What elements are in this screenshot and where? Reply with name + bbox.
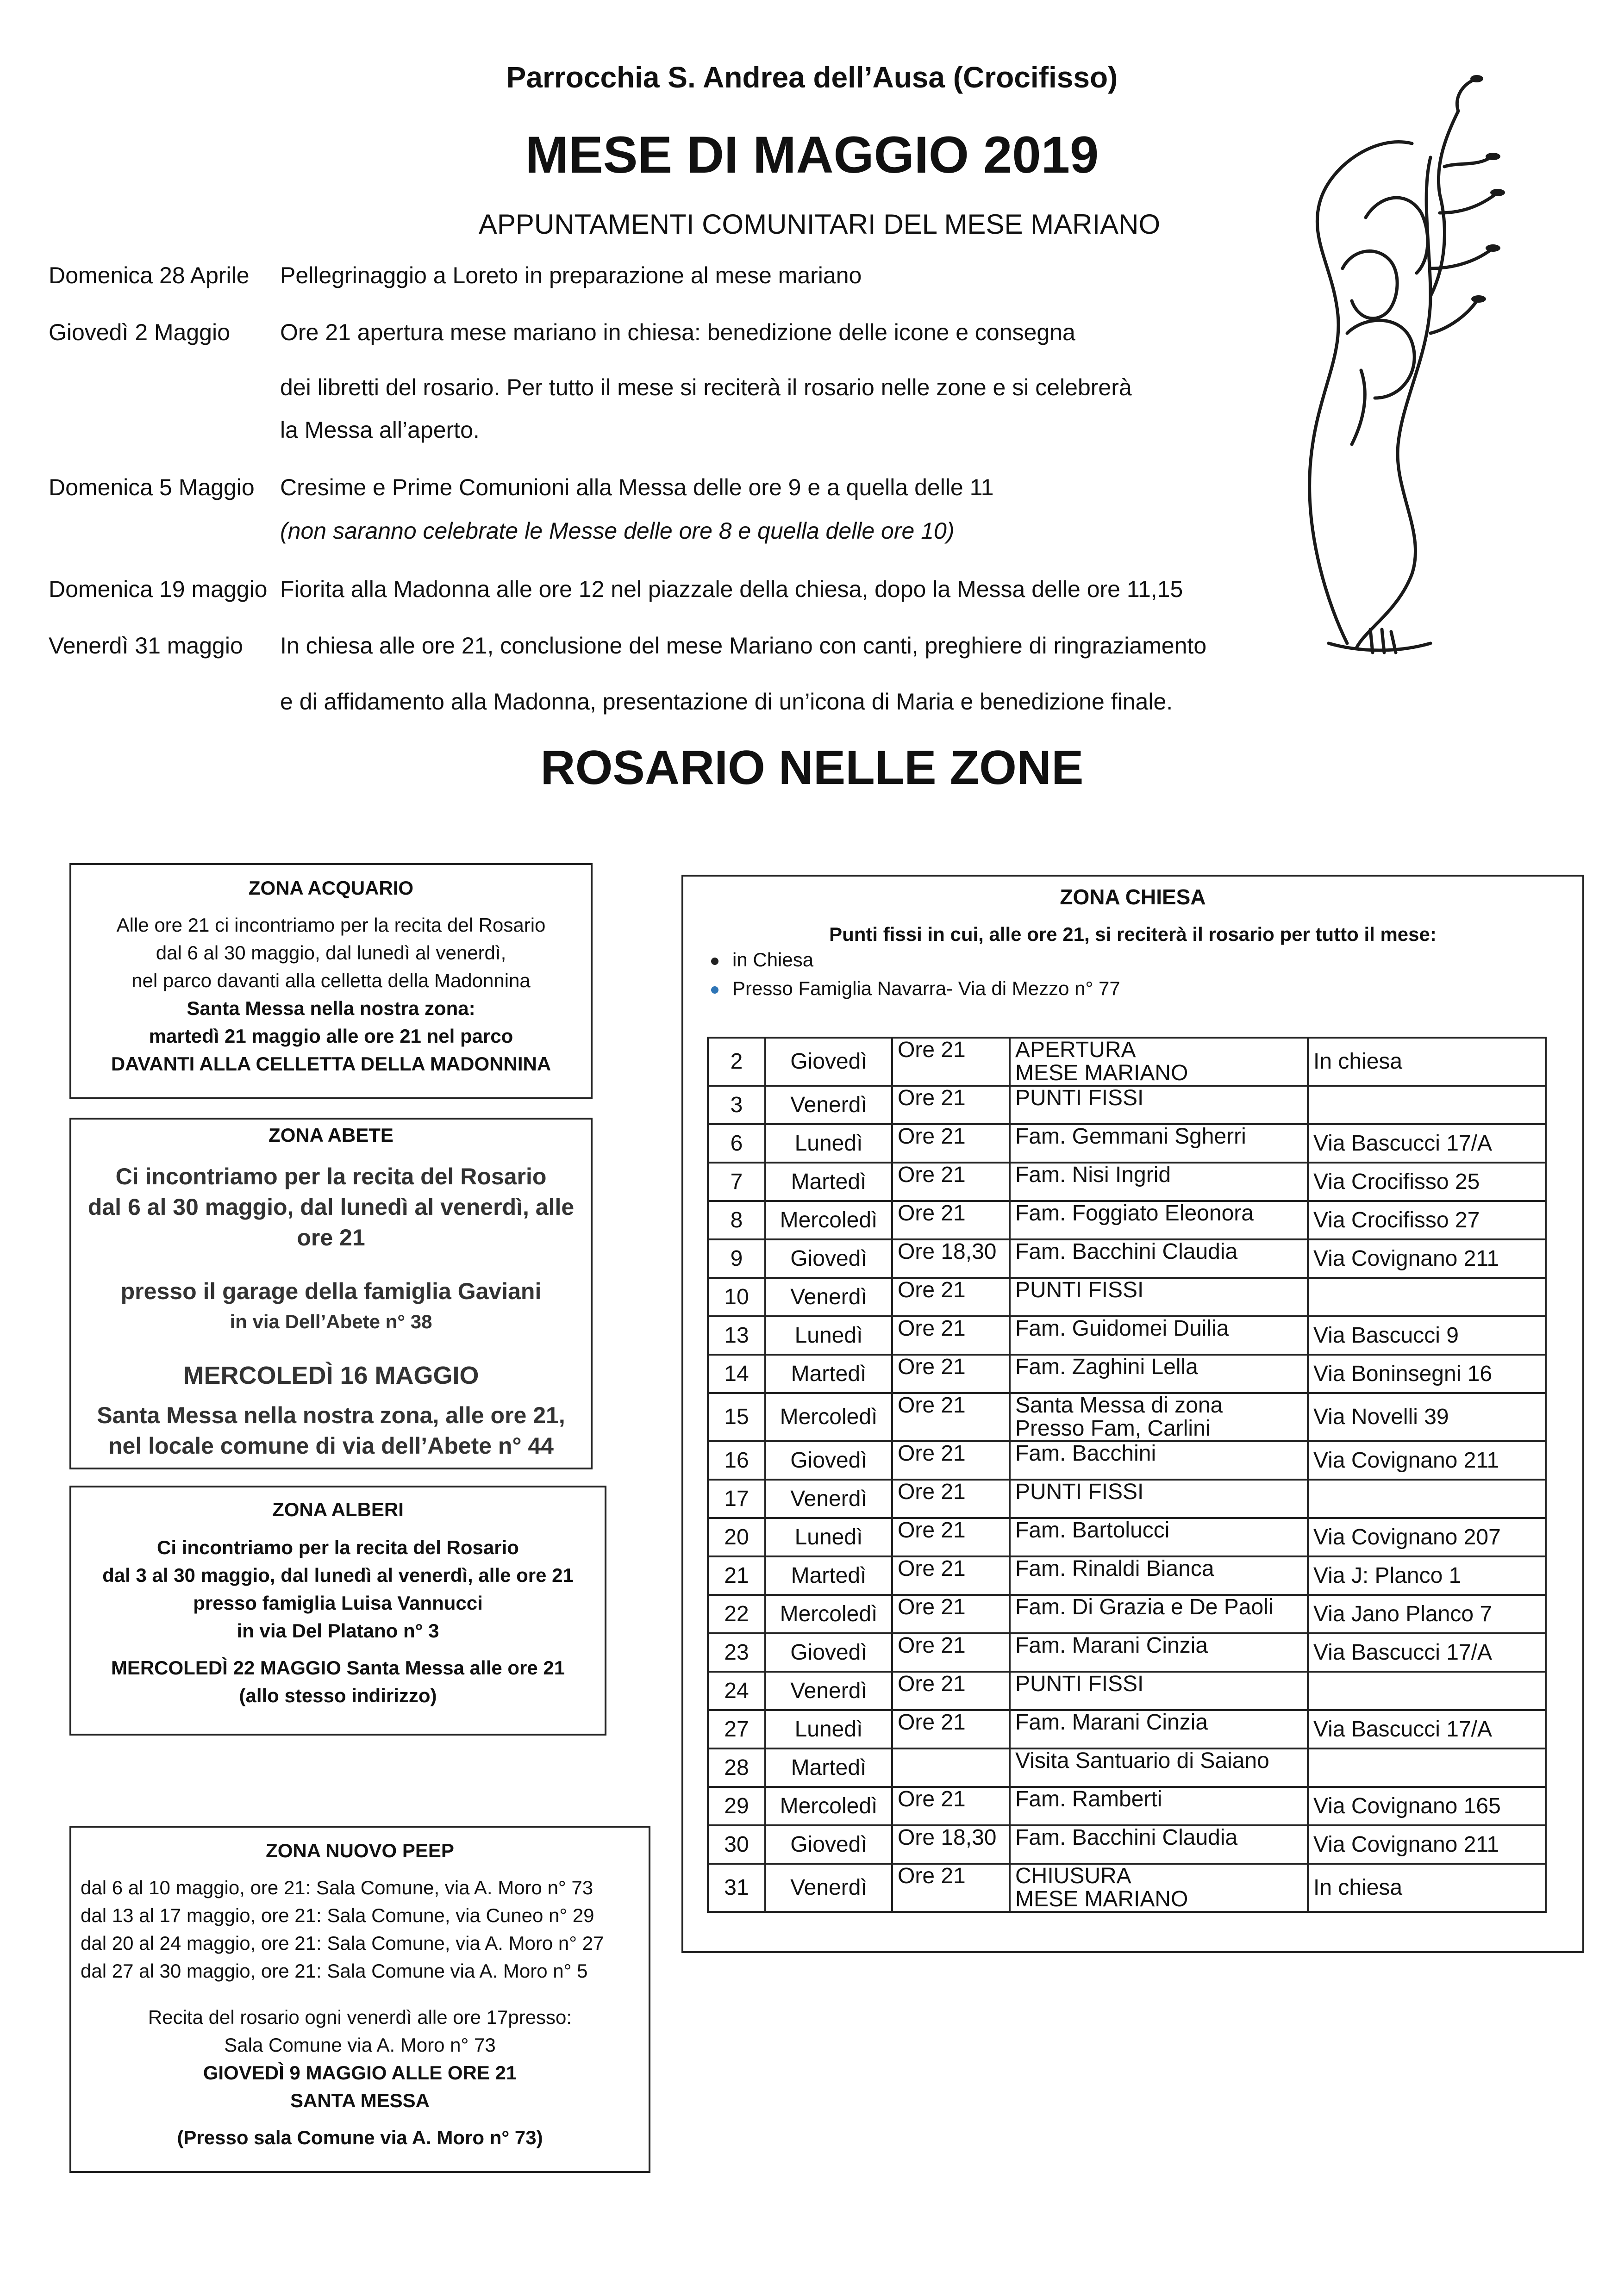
zone-acquario-box bbox=[69, 863, 593, 1099]
zone-text: dal 13 al 17 maggio, ore 21: Sala Comune, via Cuneo n° 29 bbox=[81, 1904, 594, 1926]
time-cell: Ore 21 bbox=[892, 1787, 1010, 1825]
host-cell: Fam. Gemmani Sgherri bbox=[1010, 1124, 1308, 1163]
time-cell: Ore 21 bbox=[892, 1480, 1010, 1518]
bullet-item bbox=[711, 975, 1120, 1002]
weekday-cell: Mercoledì bbox=[765, 1595, 892, 1633]
time-cell: Ore 21 bbox=[892, 1864, 1010, 1912]
parish-name: Parrocchia S. Andrea dell’Ausa (Crocifisso) bbox=[506, 61, 1118, 94]
page-subtitle: APPUNTAMENTI COMUNITARI DEL MESE MARIANO bbox=[478, 209, 1161, 240]
day-number-cell: 8 bbox=[708, 1201, 765, 1239]
schedule-table bbox=[707, 1037, 1547, 1913]
time-cell: Ore 21 bbox=[892, 1672, 1010, 1710]
time-cell: Ore 21 bbox=[892, 1518, 1010, 1556]
day-number-cell: 17 bbox=[708, 1480, 765, 1518]
weekday-cell: Martedì bbox=[765, 1355, 892, 1393]
host-cell: Fam. Di Grazia e De Paoli bbox=[1010, 1595, 1308, 1633]
zone-text: (allo stesso indirizzo) bbox=[239, 1685, 437, 1706]
table-row bbox=[708, 1633, 1546, 1672]
host-cell: PUNTI FISSI bbox=[1010, 1086, 1308, 1124]
host-cell: Fam. Guidomei Duilia bbox=[1010, 1316, 1308, 1355]
host-cell: Fam. Bacchini bbox=[1010, 1441, 1308, 1480]
weekday-cell: Martedì bbox=[765, 1556, 892, 1595]
zone-text: dal 6 al 30 maggio, dal lunedì al venerdì, bbox=[156, 942, 506, 964]
zone-peep-box bbox=[69, 1826, 650, 2173]
zone-text: Recita del rosario ogni venerdì alle ore 17presso: bbox=[148, 2006, 572, 2028]
zone-text: Ci incontriamo per la recita del Rosario bbox=[157, 1537, 519, 1558]
time-cell: Ore 21 bbox=[892, 1201, 1010, 1239]
table-row bbox=[708, 1710, 1546, 1748]
bullet-item bbox=[711, 946, 813, 974]
event-date: Giovedì 2 Maggio bbox=[49, 319, 230, 345]
zone-text: (Presso sala Comune via A. Moro n° 73) bbox=[177, 2127, 543, 2148]
address-cell bbox=[1308, 1278, 1546, 1316]
event-description: Cresime e Prime Comunioni alla Messa delle ore 9 e a quella delle 11 bbox=[280, 474, 994, 500]
table-row bbox=[708, 1239, 1546, 1278]
host-cell: Visita Santuario di Saiano bbox=[1010, 1748, 1308, 1787]
zone-text: SANTA MESSA bbox=[290, 2090, 430, 2111]
zone-text: in via Del Platano n° 3 bbox=[237, 1620, 439, 1642]
day-number-cell: 14 bbox=[708, 1355, 765, 1393]
zone-text: DAVANTI ALLA CELLETTA DELLA MADONNINA bbox=[111, 1053, 551, 1075]
zone-title: ZONA ALBERI bbox=[272, 1499, 404, 1520]
table-row bbox=[708, 1163, 1546, 1201]
zone-intro: Punti fissi in cui, alle ore 21, si reciterà il rosario per tutto il mese: bbox=[829, 923, 1437, 945]
address-cell bbox=[1308, 1480, 1546, 1518]
host-cell: Fam. Marani Cinzia bbox=[1010, 1633, 1308, 1672]
table-row bbox=[708, 1672, 1546, 1710]
table-row bbox=[708, 1556, 1546, 1595]
address-cell: Via Covignano 211 bbox=[1308, 1441, 1546, 1480]
time-cell: Ore 21 bbox=[892, 1710, 1010, 1748]
weekday-cell: Mercoledì bbox=[765, 1393, 892, 1441]
day-number-cell: 9 bbox=[708, 1239, 765, 1278]
event-description: Pellegrinaggio a Loreto in preparazione al mese mariano bbox=[280, 262, 862, 288]
address-cell: Via Bascucci 17/A bbox=[1308, 1633, 1546, 1672]
day-number-cell: 20 bbox=[708, 1518, 765, 1556]
table-row bbox=[708, 1480, 1546, 1518]
table-row bbox=[708, 1086, 1546, 1124]
time-cell: Ore 21 bbox=[892, 1595, 1010, 1633]
weekday-cell: Lunedì bbox=[765, 1316, 892, 1355]
time-cell: Ore 21 bbox=[892, 1316, 1010, 1355]
weekday-cell: Giovedì bbox=[765, 1825, 892, 1864]
zone-text: MERCOLEDÌ 22 MAGGIO Santa Messa alle ore 21 bbox=[111, 1657, 565, 1679]
host-cell: Santa Messa di zona Presso Fam, Carlini bbox=[1010, 1393, 1308, 1441]
weekday-cell: Martedì bbox=[765, 1748, 892, 1787]
weekday-cell: Giovedì bbox=[765, 1239, 892, 1278]
zone-text: dal 3 al 30 maggio, dal lunedì al venerdì, alle ore 21 bbox=[102, 1564, 574, 1586]
table-row bbox=[708, 1518, 1546, 1556]
table-row bbox=[708, 1441, 1546, 1480]
table-row bbox=[708, 1825, 1546, 1864]
zone-text: nel parco davanti alla celletta della Madonnina bbox=[131, 970, 531, 991]
address-cell: Via J: Planco 1 bbox=[1308, 1556, 1546, 1595]
address-cell: Via Bascucci 17/A bbox=[1308, 1124, 1546, 1163]
address-cell: In chiesa bbox=[1308, 1864, 1546, 1912]
host-cell: Fam. Bacchini Claudia bbox=[1010, 1239, 1308, 1278]
event-description: In chiesa alle ore 21, conclusione del mese Mariano con canti, preghiere di ringraziamento bbox=[280, 633, 1207, 659]
time-cell: Ore 21 bbox=[892, 1038, 1010, 1086]
host-cell: PUNTI FISSI bbox=[1010, 1672, 1308, 1710]
time-cell: Ore 21 bbox=[892, 1086, 1010, 1124]
address-cell: In chiesa bbox=[1308, 1038, 1546, 1086]
address-cell: Via Covignano 211 bbox=[1308, 1239, 1546, 1278]
time-cell bbox=[892, 1748, 1010, 1787]
zone-text: Santa Messa nella nostra zona, alle ore 21, bbox=[97, 1402, 565, 1428]
day-number-cell: 15 bbox=[708, 1393, 765, 1441]
zone-text: Sala Comune via A. Moro n° 73 bbox=[224, 2034, 496, 2056]
zone-alberi-box bbox=[69, 1486, 606, 1736]
host-cell: Fam. Zaghini Lella bbox=[1010, 1355, 1308, 1393]
bullet-text: Presso Famiglia Navarra- Via di Mezzo n° 77 bbox=[732, 977, 1120, 999]
host-cell: Fam. Foggiato Eleonora bbox=[1010, 1201, 1308, 1239]
time-cell: Ore 18,30 bbox=[892, 1239, 1010, 1278]
address-cell: Via Covignano 211 bbox=[1308, 1825, 1546, 1864]
day-number-cell: 3 bbox=[708, 1086, 765, 1124]
host-cell: Fam. Rinaldi Bianca bbox=[1010, 1556, 1308, 1595]
host-cell: CHIUSURA MESE MARIANO bbox=[1010, 1864, 1308, 1912]
event-date: Domenica 5 Maggio bbox=[49, 474, 255, 500]
address-cell: Via Covignano 165 bbox=[1308, 1787, 1546, 1825]
weekday-cell: Giovedì bbox=[765, 1038, 892, 1086]
time-cell: Ore 18,30 bbox=[892, 1825, 1010, 1864]
table-row bbox=[708, 1278, 1546, 1316]
weekday-cell: Lunedì bbox=[765, 1710, 892, 1748]
weekday-cell: Mercoledì bbox=[765, 1787, 892, 1825]
day-number-cell: 30 bbox=[708, 1825, 765, 1864]
address-cell bbox=[1308, 1086, 1546, 1124]
day-number-cell: 21 bbox=[708, 1556, 765, 1595]
day-number-cell: 24 bbox=[708, 1672, 765, 1710]
address-cell: Via Novelli 39 bbox=[1308, 1393, 1546, 1441]
weekday-cell: Venerdì bbox=[765, 1672, 892, 1710]
event-continuation: (non saranno celebrate le Messe delle ore 8 e quella delle ore 10) bbox=[280, 518, 955, 544]
host-cell: Fam. Bacchini Claudia bbox=[1010, 1825, 1308, 1864]
table-row bbox=[708, 1787, 1546, 1825]
day-number-cell: 13 bbox=[708, 1316, 765, 1355]
time-cell: Ore 21 bbox=[892, 1393, 1010, 1441]
time-cell: Ore 21 bbox=[892, 1441, 1010, 1480]
page-title: MESE DI MAGGIO 2019 bbox=[525, 126, 1099, 184]
bullet-text: in Chiesa bbox=[732, 949, 814, 971]
zone-text: GIOVEDÌ 9 MAGGIO ALLE ORE 21 bbox=[203, 2062, 517, 2084]
time-cell: Ore 21 bbox=[892, 1124, 1010, 1163]
address-cell: Via Crocifisso 27 bbox=[1308, 1201, 1546, 1239]
address-cell: Via Jano Planco 7 bbox=[1308, 1595, 1546, 1633]
zone-text: dal 6 al 30 maggio, dal lunedì al venerdì, alle ore 21 bbox=[87, 1194, 575, 1251]
host-cell: APERTURA MESE MARIANO bbox=[1010, 1038, 1308, 1086]
zone-title: ZONA NUOVO PEEP bbox=[266, 1840, 454, 1861]
event-description: Ore 21 apertura mese mariano in chiesa: benedizione delle icone e consegna bbox=[280, 319, 1075, 345]
address-cell bbox=[1308, 1672, 1546, 1710]
weekday-cell: Giovedì bbox=[765, 1633, 892, 1672]
zone-title: ZONA CHIESA bbox=[1060, 885, 1206, 909]
zone-text: Ci incontriamo per la recita del Rosario bbox=[115, 1164, 547, 1189]
day-number-cell: 23 bbox=[708, 1633, 765, 1672]
bullet-icon bbox=[711, 986, 718, 994]
table-row bbox=[708, 1316, 1546, 1355]
day-number-cell: 28 bbox=[708, 1748, 765, 1787]
zone-text: martedì 21 maggio alle ore 21 nel parco bbox=[149, 1025, 513, 1047]
table-row bbox=[708, 1038, 1546, 1086]
zone-text: dal 27 al 30 maggio, ore 21: Sala Comune via A. Moro n° 5 bbox=[81, 1960, 588, 1982]
weekday-cell: Mercoledì bbox=[765, 1201, 892, 1239]
time-cell: Ore 21 bbox=[892, 1633, 1010, 1672]
day-number-cell: 2 bbox=[708, 1038, 765, 1086]
weekday-cell: Lunedì bbox=[765, 1124, 892, 1163]
table-row bbox=[708, 1748, 1546, 1787]
host-cell: Fam. Marani Cinzia bbox=[1010, 1710, 1308, 1748]
table-row bbox=[708, 1864, 1546, 1912]
zone-text: presso il garage della famiglia Gaviani bbox=[120, 1278, 542, 1304]
address-cell: Via Bascucci 9 bbox=[1308, 1316, 1546, 1355]
weekday-cell: Venerdì bbox=[765, 1278, 892, 1316]
zone-text: presso famiglia Luisa Vannucci bbox=[193, 1592, 483, 1614]
section-title: ROSARIO NELLE ZONE bbox=[540, 741, 1084, 795]
address-cell: Via Crocifisso 25 bbox=[1308, 1163, 1546, 1201]
event-continuation: e di affidamento alla Madonna, presentazione di un’icona di Maria e benedizione finale. bbox=[280, 689, 1173, 715]
address-cell: Via Boninsegni 16 bbox=[1308, 1355, 1546, 1393]
zone-text: dal 20 al 24 maggio, ore 21: Sala Comune, via A. Moro n° 27 bbox=[81, 1932, 604, 1954]
event-description: Fiorita alla Madonna alle ore 12 nel piazzale della chiesa, dopo la Messa delle ore 11,15 bbox=[280, 576, 1183, 602]
day-number-cell: 22 bbox=[708, 1595, 765, 1633]
day-number-cell: 31 bbox=[708, 1864, 765, 1912]
day-number-cell: 10 bbox=[708, 1278, 765, 1316]
host-cell: PUNTI FISSI bbox=[1010, 1480, 1308, 1518]
event-continuation: la Messa all’aperto. bbox=[280, 417, 480, 443]
day-number-cell: 27 bbox=[708, 1710, 765, 1748]
host-cell: Fam. Ramberti bbox=[1010, 1787, 1308, 1825]
zone-text: in via Dell’Abete n° 38 bbox=[230, 1311, 432, 1332]
time-cell: Ore 21 bbox=[892, 1355, 1010, 1393]
table-row bbox=[708, 1201, 1546, 1239]
time-cell: Ore 21 bbox=[892, 1556, 1010, 1595]
event-date: Domenica 28 Aprile bbox=[49, 262, 250, 288]
zone-text: MERCOLEDÌ 16 MAGGIO bbox=[183, 1362, 479, 1389]
address-cell: Via Covignano 207 bbox=[1308, 1518, 1546, 1556]
weekday-cell: Venerdì bbox=[765, 1864, 892, 1912]
weekday-cell: Giovedì bbox=[765, 1441, 892, 1480]
zone-title: ZONA ACQUARIO bbox=[248, 877, 414, 899]
table-row bbox=[708, 1124, 1546, 1163]
table-row bbox=[708, 1355, 1546, 1393]
day-number-cell: 29 bbox=[708, 1787, 765, 1825]
weekday-cell: Venerdì bbox=[765, 1480, 892, 1518]
host-cell: Fam. Bartolucci bbox=[1010, 1518, 1308, 1556]
table-row bbox=[708, 1393, 1546, 1441]
zone-text: Alle ore 21 ci incontriamo per la recita del Rosario bbox=[116, 914, 546, 936]
weekday-cell: Martedì bbox=[765, 1163, 892, 1201]
zone-abete-box bbox=[69, 1118, 593, 1469]
address-cell bbox=[1308, 1748, 1546, 1787]
time-cell: Ore 21 bbox=[892, 1163, 1010, 1201]
day-number-cell: 7 bbox=[708, 1163, 765, 1201]
host-cell: PUNTI FISSI bbox=[1010, 1278, 1308, 1316]
weekday-cell: Lunedì bbox=[765, 1518, 892, 1556]
event-date: Domenica 19 maggio bbox=[49, 576, 268, 602]
zone-text: nel locale comune di via dell’Abete n° 44 bbox=[108, 1433, 554, 1459]
address-cell: Via Bascucci 17/A bbox=[1308, 1710, 1546, 1748]
day-number-cell: 16 bbox=[708, 1441, 765, 1480]
weekday-cell: Venerdì bbox=[765, 1086, 892, 1124]
zone-text: Santa Messa nella nostra zona: bbox=[187, 997, 475, 1019]
time-cell: Ore 21 bbox=[892, 1278, 1010, 1316]
bullet-icon bbox=[711, 958, 718, 965]
day-number-cell: 6 bbox=[708, 1124, 765, 1163]
zone-title: ZONA ABETE bbox=[269, 1124, 394, 1146]
event-continuation: dei libretti del rosario. Per tutto il mese si reciterà il rosario nelle zone e si celebrerà bbox=[280, 374, 1132, 400]
table-row bbox=[708, 1595, 1546, 1633]
event-date: Venerdì 31 maggio bbox=[49, 633, 243, 659]
host-cell: Fam. Nisi Ingrid bbox=[1010, 1163, 1308, 1201]
zone-text: dal 6 al 10 maggio, ore 21: Sala Comune, via A. Moro n° 73 bbox=[81, 1877, 593, 1898]
